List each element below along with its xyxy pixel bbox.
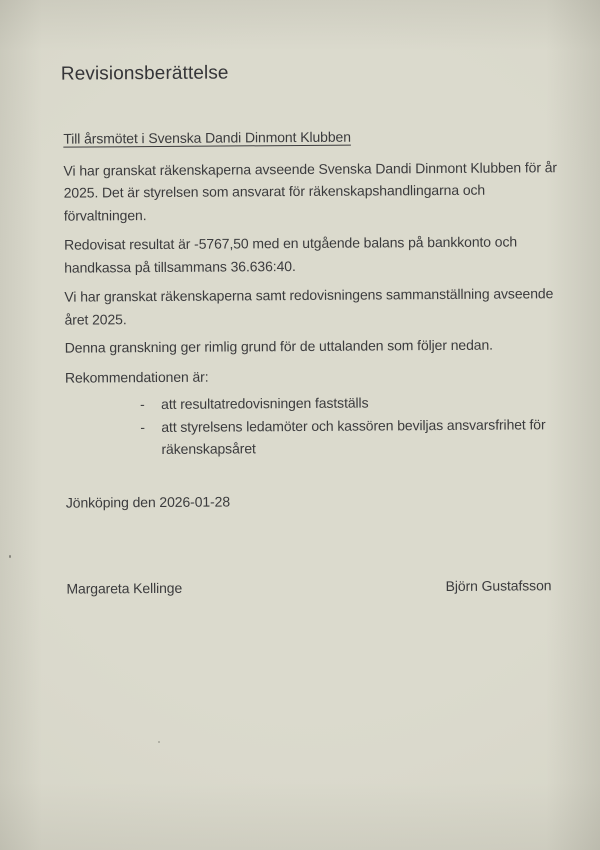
recommendation-heading: Rekommendationen är: (64, 368, 209, 386)
signature-auditor-right: Björn Gustafsson (445, 577, 552, 594)
document-title: Revisionsberättelse (60, 62, 229, 85)
recommendation-line: att styrelsens ledamöter och kassören beviljas ansvarsfrihet för (161, 415, 546, 435)
recommendation-line: räkenskapsåret (161, 440, 256, 457)
recommendation-list (65, 390, 550, 461)
recommendation-line: att resultatredovisningen fastställs (161, 394, 369, 412)
paragraph-result (64, 230, 549, 278)
recipient-heading: Till årsmötet i Svenska Dandi Dinmont Klubben (63, 128, 351, 147)
bullet-dash: - (140, 418, 145, 435)
bullet-dash: - (140, 396, 145, 413)
paragraph-audit-scope (63, 156, 557, 227)
place-date: Jönköping den 2026-01-28 (65, 492, 231, 511)
recommendation-text (161, 413, 546, 461)
paragraph-line: året 2025. (64, 310, 127, 328)
paragraph-basis (65, 333, 550, 359)
recommendation-item (65, 390, 550, 416)
paragraph-line: Vi har granskat räkenskaperna avseende Svenska Dandi Dinmont Klubben för år (63, 158, 557, 179)
dust-speck (158, 741, 160, 743)
paragraph-line: Vi har granskat räkenskaperna samt redovisningens sammanställning avseende (64, 285, 554, 305)
paragraph-review (64, 282, 554, 330)
paragraph-line: förvaltningen. (63, 206, 147, 224)
recommendation-text (161, 392, 368, 416)
paragraph-line: handkassa på tillsammans 36.636:40. (64, 257, 296, 276)
paragraph-line: 2025. Det är styrelsen som ansvarat för räkenskapshandlingarna och (63, 181, 486, 201)
signature-auditor-left: Margareta Kellinge (66, 579, 183, 597)
signature-row (66, 574, 551, 600)
dust-speck (9, 555, 11, 558)
recommendation-item (65, 413, 550, 461)
paragraph-line: Redovisat resultat är -5767,50 med en utgående balans på bankkonto och (63, 233, 518, 253)
paragraph-line: Denna granskning ger rimlig grund för de uttalanden som följer nedan. (64, 336, 493, 356)
